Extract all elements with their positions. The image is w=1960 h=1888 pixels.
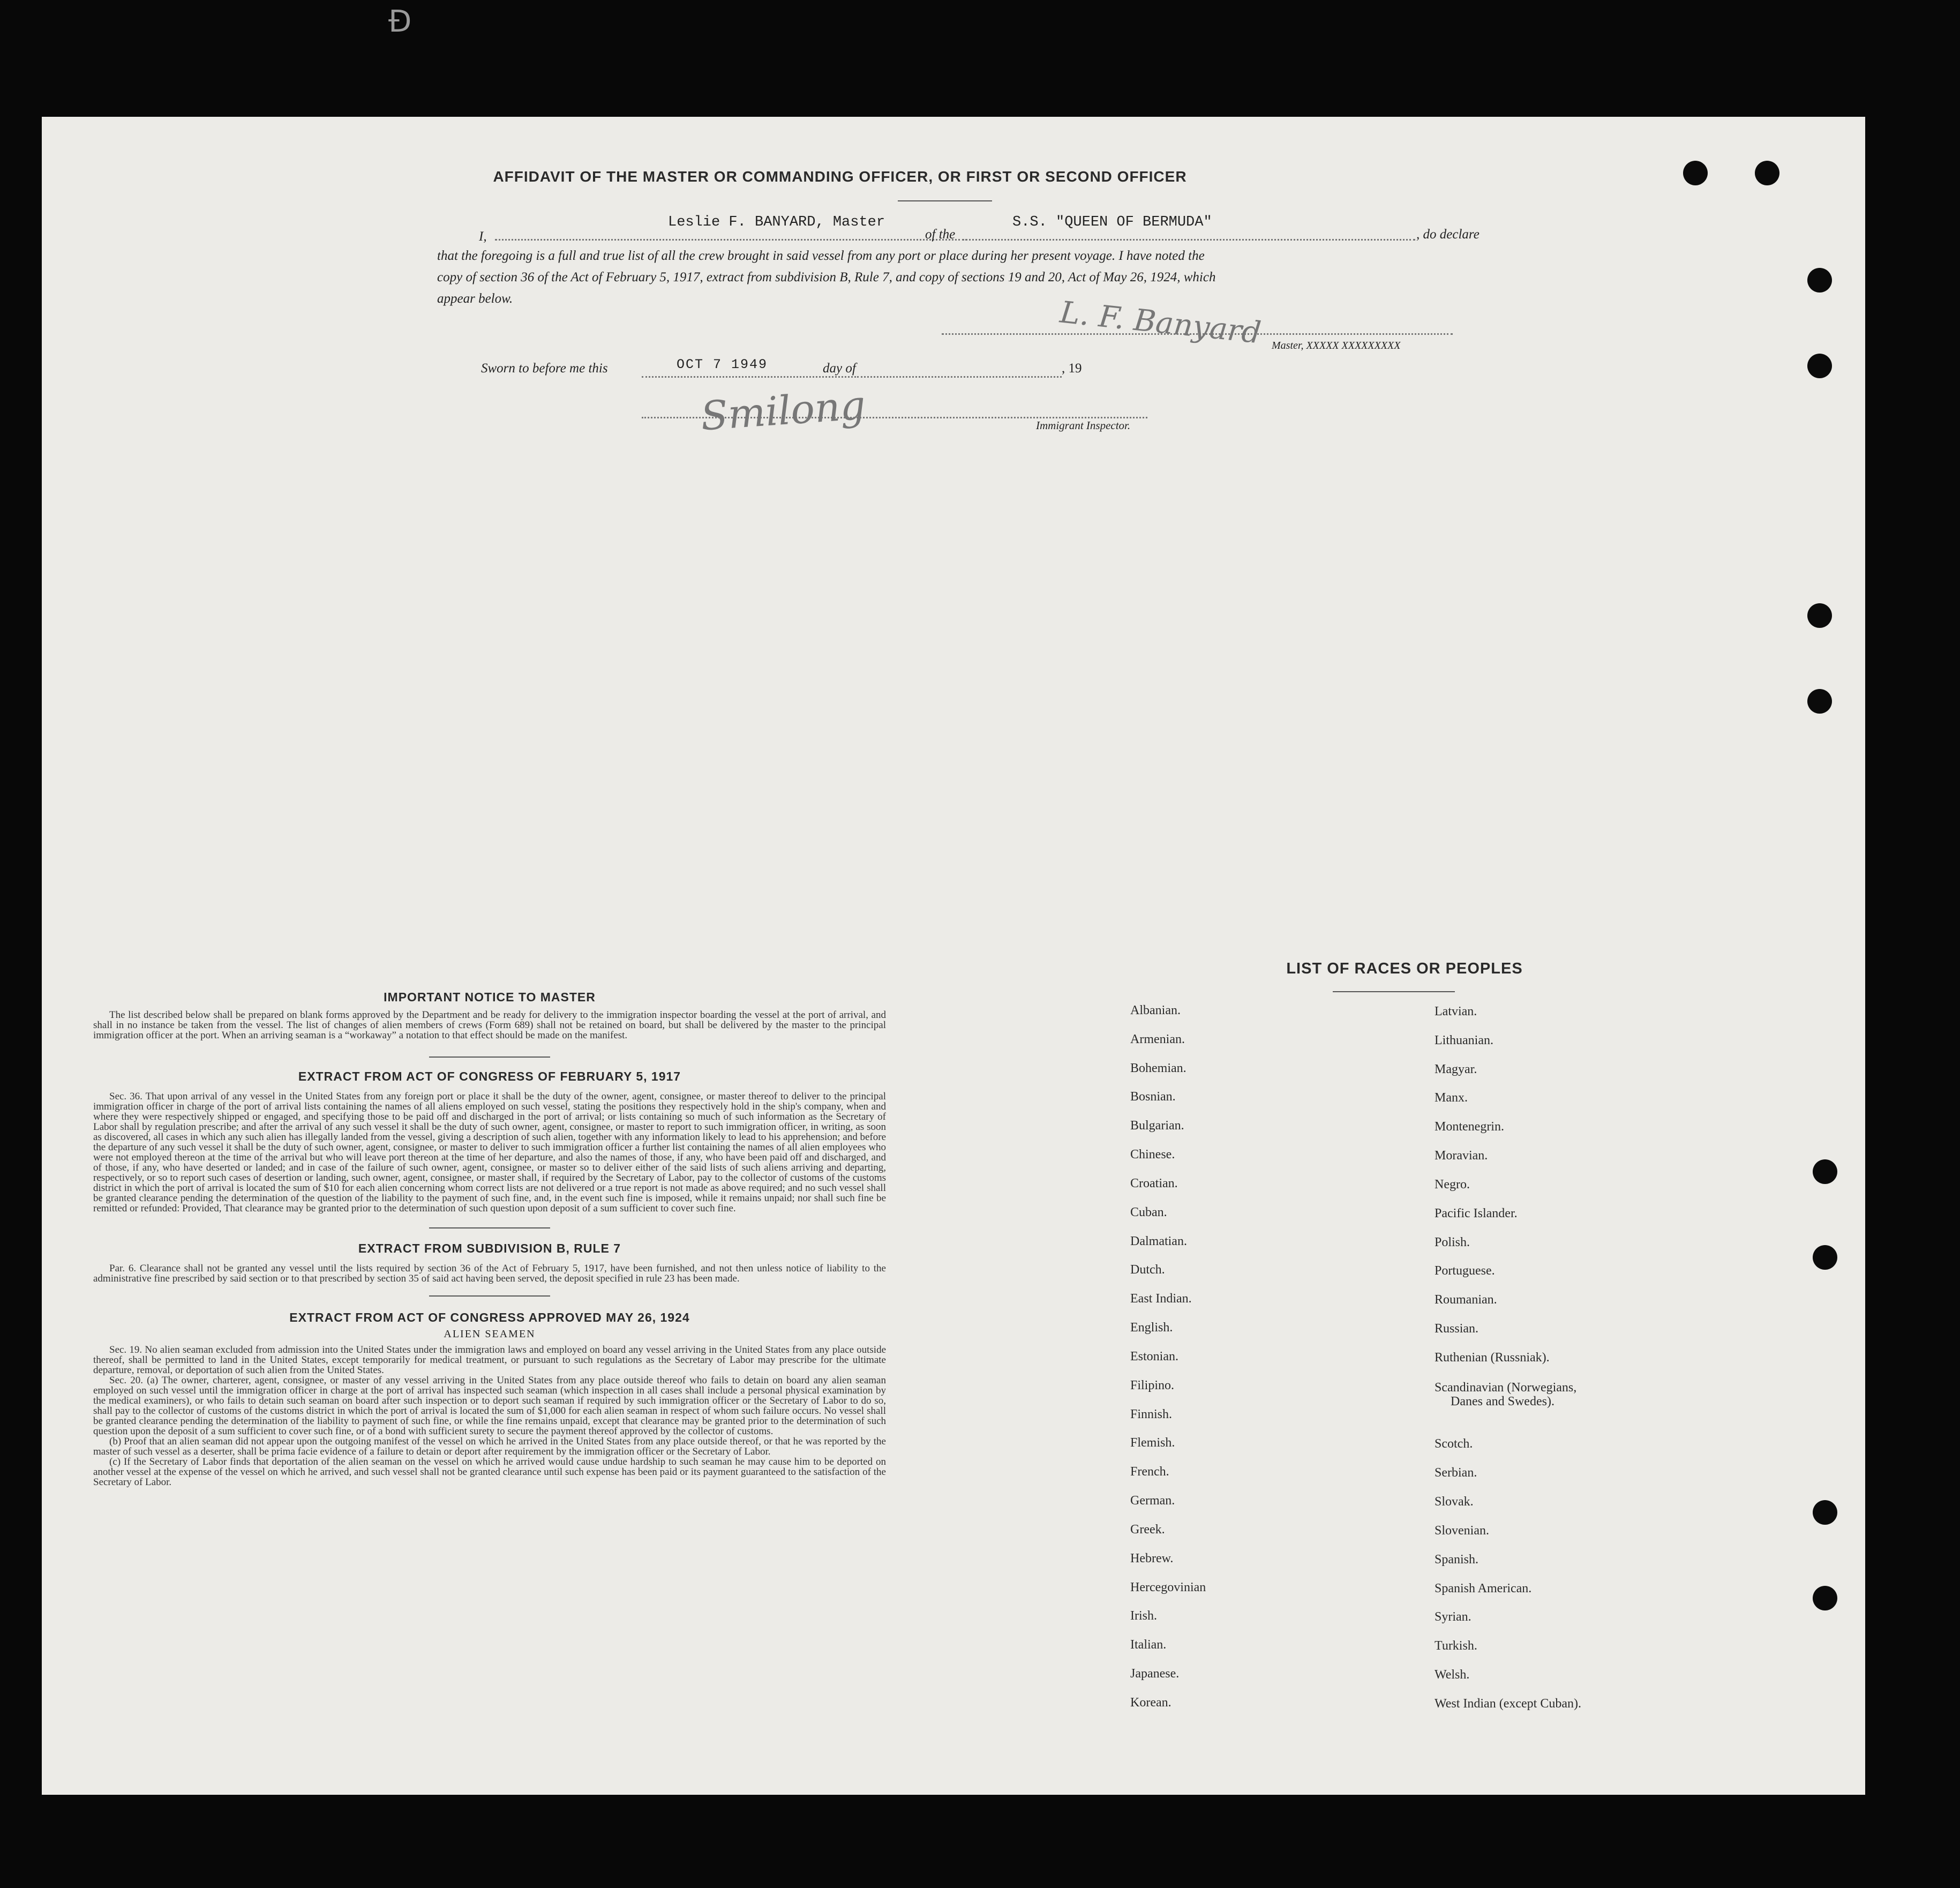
race-right-item: Latvian. [1435,1005,1477,1018]
race-left-item: Bosnian. [1130,1090,1176,1104]
punch-hole-icon [1807,268,1832,293]
scan-corner-mark: Đ [388,4,412,39]
punch-hole-icon [1813,1159,1837,1184]
master-signature: L. F. Banyard [1058,295,1263,351]
race-right-item: Ruthenian (Russniak). [1435,1351,1550,1365]
sworn-date: OCT 7 1949 [677,357,768,372]
legal-column [93,990,886,1487]
sworn-label: Sworn to before me this [481,361,608,376]
month-line [857,376,1062,378]
race-left-item: Croatian. [1130,1177,1178,1190]
i-label: I, [479,229,487,244]
race-right-item: Spanish. [1435,1553,1479,1567]
race-left-item: Bohemian. [1130,1061,1186,1075]
officer-name: Leslie F. BANYARD, Master [668,214,885,230]
of-the-label: of the [925,227,956,242]
punch-hole-icon [1683,161,1708,185]
race-right-item: Danes and Swedes). [1451,1395,1555,1408]
extract-1917-title: EXTRACT FROM ACT OF CONGRESS OF FEBRUARY 5, 1917 [298,1069,681,1083]
races-divider [1333,991,1455,992]
race-right-item: Manx. [1435,1091,1468,1105]
race-right-item: Pacific Islander. [1435,1207,1518,1220]
vessel-name: S.S. "QUEEN OF BERMUDA" [1012,214,1212,230]
punch-hole-icon [1755,161,1779,185]
punch-hole-icon [1813,1586,1837,1610]
race-left-item: Albanian. [1130,1003,1181,1017]
race-right-item: Russian. [1435,1322,1479,1336]
race-left-item: German. [1130,1494,1175,1508]
race-right-item: Welsh. [1435,1668,1470,1682]
race-left-item: Hebrew. [1130,1552,1174,1565]
race-right-item: Moravian. [1435,1149,1488,1163]
race-left-item: Bulgarian. [1130,1119,1184,1133]
race-right-item: Slovak. [1435,1495,1474,1509]
race-right-item: Polish. [1435,1235,1470,1249]
affidavit-line-3: copy of section 36 of the Act of February 5, 1917, extract from subdivision B, Rule 7, and copy of sections 19 and 20, Act of May 26, 1924, which [437,270,1216,284]
race-left-item: English. [1130,1321,1173,1335]
race-left-item: Armenian. [1130,1032,1185,1046]
race-left-item: Korean. [1130,1696,1172,1710]
master-caption: Master, XXXXX XXXXXXXXX [1272,340,1401,351]
punch-hole-icon [1813,1245,1837,1270]
sworn-date-line [642,376,856,378]
race-left-item: Chinese. [1130,1148,1175,1162]
extract-1924-title: EXTRACT FROM ACT OF CONGRESS APPROVED MAY 26, 1924 [289,1310,690,1324]
race-right-item: Serbian. [1435,1466,1477,1480]
affidavit-title: AFFIDAVIT OF THE MASTER OR COMMANDING OFFICER, OR FIRST OR SECOND OFFICER [493,168,1187,185]
day-of-label: day of [823,361,856,376]
punch-hole-icon [1807,354,1832,378]
race-left-item: Hercegovinian [1130,1580,1206,1594]
race-left-item: Greek. [1130,1523,1165,1537]
race-left-item: French. [1130,1465,1169,1479]
extract-rule7-text: Par. 6. Clearance shall not be granted any vessel until the lists required by section 36 of the Act of February 5, 1917, have been furnished, and not then unless notice of liability to the administrative fine prescribed by said section or to that prescribed by section 35 of said act having been served, the deposit specified in rule 23 has been made. [93,1263,886,1284]
master-signature-line [942,333,1453,335]
punch-hole-icon [1807,689,1832,714]
race-left-item: Finnish. [1130,1407,1173,1421]
race-right-item: Magyar. [1435,1062,1477,1076]
extract-rule7-title: EXTRACT FROM SUBDIVISION B, RULE 7 [358,1241,621,1255]
race-left-item: Estonian. [1130,1350,1178,1363]
race-right-item: Montenegrin. [1435,1120,1504,1134]
extract-1924-sec20b: (b) Proof that an alien seaman did not appear upon the outgoing manifest of the vessel on which he arrived in the United States from any place outside thereof, or that he was reported by the master of such vessel as a deserter, shall be prima facie evidence of a failure to detain or deport after requirement by the immigration officer or the Secretary of Labor. [93,1436,886,1457]
race-right-item: Slovenian. [1435,1524,1489,1538]
inspector-signature: Smilong [699,382,867,440]
race-left-item: Irish. [1130,1609,1157,1623]
do-declare-label: , do declare [1416,227,1480,242]
extract-1924-subtitle: ALIEN SEAMEN [444,1328,536,1340]
section-divider [429,1057,550,1058]
extract-1924-sec19: Sec. 19. No alien seaman excluded from admission into the United States under the immigration laws and employed on board any vessel arriving in the United States from any place outside thereof, shall be permitted to land in the United States, except temporarily for medical treatment, or pursuant to such regulations as the Secretary of Labor may prescribe for the ultimate departure, removal, or deportation of such alien from the United States. [93,1344,886,1376]
race-right-item: Turkish. [1435,1639,1477,1653]
race-left-item: Filipino. [1130,1378,1175,1392]
race-right-item: Negro. [1435,1178,1470,1192]
race-left-item: Cuban. [1130,1205,1167,1219]
extract-1917-text: Sec. 36. That upon arrival of any vessel in the United States from any foreign port or place it shall be the duty of the owner, agent, consignee, or master thereof to deliver to the principal immigration officer in charge of the port of arrival lists containing the names of all aliens employed on such vessel, stating the positions they respectively hold in the ship's company, when and where they were respectively shipped or engaged, and specifying those to be paid off and discharged in the port of arrival; or lists containing so much of such information as the Secretary of Labor shall by regulation prescribe; and after the arrival of any such vessel it shall be the duty of such owner, agent, consignee, or master to report to such immigration officer, in writing, as soon as discovered, all cases in which any such alien has illegally landed from the vessel, giving a description of such alien, together with any information likely to lead to his apprehension; and before the departure of any such vessel it shall be the duty of such owner, agent, consignee, or master to deliver to such immigration officer a further list containing the names of all alien employees who were not employed thereon at the time of the arrival but who will leave port thereon at the time of her departure, and also the names of those, if any, who have been paid off and discharged, and of those, if any, who have deserted or landed; and in case of the failure of such owner, agent, consignee, or master so to deliver either of the said lists of such aliens arriving and departing, respectively, or so to report such cases of desertion or landing, such owner, agent, consignee, or master shall, if required by the Secretary of Labor, pay to the collector of customs of the customs district in which the port of arrival is located the sum of $10 for each alien concerning whom correct lists are not delivered or a true report is not made as above required; and no such vessel shall be granted clearance pending the determination of the question of the liability to the payment of such fine, and, in the event such fine is imposed, while it remains unpaid; nor shall such fine be remitted or refunded: Provided, That clearance may be granted prior to the determination of such question upon deposit of a sum sufficient to cover such fine. [93,1091,886,1214]
races-title: LIST OF RACES OR PEOPLES [1286,960,1523,977]
affidavit-line-4: appear below. [437,291,513,306]
race-right-item: Scotch. [1435,1437,1473,1451]
race-left-item: Flemish. [1130,1436,1175,1450]
race-left-item: East Indian. [1130,1292,1192,1306]
section-divider [429,1227,550,1228]
race-left-item: Dutch. [1130,1263,1165,1277]
extract-1924-sec20c: (c) If the Secretary of Labor finds that deportation of the alien seaman on the vessel on which he arrived would cause undue hardship to such seaman he may cause him to be deported on another vessel at the expense of the vessel on which he arrived, and such vessel shall not be granted clearance until such expense has been paid or its payment guaranteed to the satisfaction of the Secretary of Labor. [93,1456,886,1488]
document-page [42,117,1865,1795]
title-divider [898,200,992,201]
inspector-signature-line [642,417,1147,418]
inspector-caption: Immigrant Inspector. [1036,419,1131,432]
race-right-item: Lithuanian. [1435,1033,1493,1047]
race-right-item: Portuguese. [1435,1264,1495,1278]
race-right-item: Scandinavian (Norwegians, [1435,1381,1577,1395]
punch-hole-icon [1807,603,1832,628]
section-divider [429,1295,550,1297]
notice-text: The list described below shall be prepared on blank forms approved by the Department and be ready for delivery to the immigration inspector boarding the vessel at the port of arrival, and shall in no instance be taken from the vessel. The list of changes of alien members of crews (Form 689) shall not be retained on board, but shall be delivered by the master to the principal immigration officer at the port. When an arriving seaman is a “workaway” a notation to that effect should be made on the manifest. [93,1009,886,1041]
race-left-item: Italian. [1130,1638,1167,1652]
race-right-item: Roumanian. [1435,1293,1497,1307]
vessel-name-line [965,239,1415,241]
race-left-item: Japanese. [1130,1667,1180,1681]
race-right-item: West Indian (except Cuban). [1435,1697,1581,1711]
officer-name-line [495,239,964,241]
notice-title: IMPORTANT NOTICE TO MASTER [384,990,596,1004]
race-left-item: Dalmatian. [1130,1234,1187,1248]
race-right-item: Syrian. [1435,1610,1471,1624]
extract-1924-sec20a: Sec. 20. (a) The owner, charterer, agent, consignee, or master of any vessel arriving in the United States from any place outside thereof who fails to detain on board any alien seaman employed on such vessel until the immigration officer in charge at the port of arrival has inspected such seaman (which inspection in all cases shall include a personal physical examination by the medical examiners), or who fails to detain such seaman on board after such inspection or to deport such seaman if required by such immigration officer or the Secretary of Labor to do so, shall pay to the collector of customs of the customs district in which the port of arrival is located the sum of $1,000 for each alien seaman in respect of whom such failure occurs. No vessel shall be granted clearance pending the determination of the liability to payment of such fine, or while the fine remains unpaid, except that clearance may be granted prior to the determination of such question upon the deposit of a sum sufficient to cover such fine, or of a bond with sufficient surety to secure the payment thereof approved by the collector of customs. [93,1375,886,1437]
year-prefix: , 19 [1062,361,1082,376]
affidavit-line-2: that the foregoing is a full and true list of all the crew brought in said vessel from any port or place during her present voyage. I have noted the [437,249,1205,263]
punch-hole-icon [1813,1500,1837,1525]
race-right-item: Spanish American. [1435,1582,1532,1595]
